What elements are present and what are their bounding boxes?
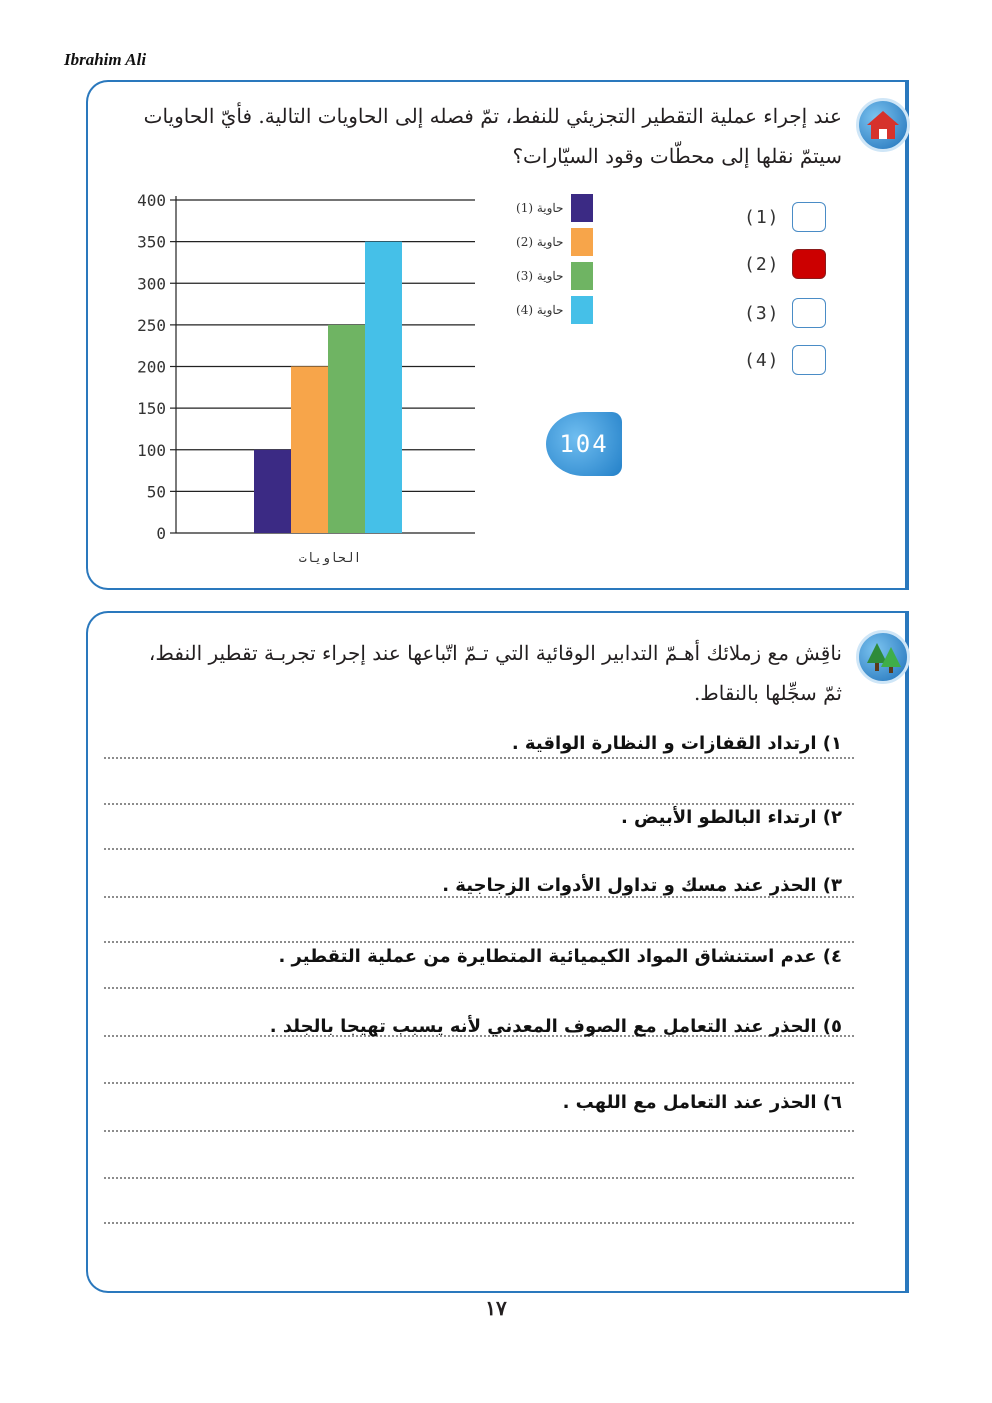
answer-line [104, 896, 854, 898]
option-1-checkbox[interactable] [792, 202, 826, 232]
y-tick-label: 300 [137, 274, 166, 294]
answer-1: ١) ارتداد القفازات و النظارة الواقية . [511, 733, 842, 754]
panel-accent [905, 82, 909, 588]
legend-swatch-2 [571, 228, 593, 256]
bar-4 [365, 242, 402, 533]
bar-3 [328, 325, 365, 533]
option-4-checkbox[interactable] [792, 345, 826, 375]
x-axis-label: الحاويات [298, 551, 362, 566]
option-3-label: (3) [744, 302, 780, 324]
option-2-checkbox[interactable] [792, 249, 826, 279]
question-1-text [102, 96, 842, 176]
answer-5: ٥) الحذر عند التعامل مع الصوف المعدني لأنه يسبب تهيجا بالجلد . [269, 1016, 842, 1037]
answer-3: ٣) الحذر عند مسك و تداول الأدوات الزجاجية . [442, 875, 842, 896]
answer-line [104, 1082, 854, 1084]
answer-2: ٢) ارتداء البالطو الأبيض . [620, 807, 842, 828]
page-number: ١٧ [485, 1296, 507, 1320]
question-2-line-2: ثمّ سجِّلها بالنقاط. [693, 681, 842, 705]
page-badge [546, 412, 622, 476]
page-badge-text: 104 [559, 430, 609, 458]
bar-1 [254, 450, 291, 533]
option-2[interactable] [744, 249, 826, 279]
question-2-text [102, 633, 842, 713]
bar-2 [291, 367, 328, 534]
author-name: Ibrahim Ali [64, 50, 147, 69]
y-tick-label: 50 [146, 482, 166, 502]
y-tick-label: 400 [137, 191, 166, 210]
legend-swatch-1 [571, 194, 593, 222]
option-1[interactable] [744, 202, 826, 232]
legend-label-1: حاوية (1) [516, 201, 564, 215]
legend-item-1 [516, 194, 593, 222]
home-icon [856, 98, 910, 152]
bar-chart [110, 188, 490, 578]
answer-line [104, 987, 854, 989]
y-tick-label: 0 [156, 524, 166, 543]
legend-item-4 [516, 296, 593, 324]
answer-line [104, 941, 854, 943]
answer-line [104, 1177, 854, 1179]
question-2-line-1: ناقِش مع زملائك أهـمّ التدابير الوقائية التي تـمّ اتّباعها عند إجراء تجربـة تقطير النفط، [148, 641, 842, 665]
answer-line [104, 1222, 854, 1224]
option-2-label: (2) [744, 253, 780, 275]
answer-4: ٤) عدم استنشاق المواد الكيميائية المتطايرة من عملية التقطير . [278, 946, 842, 967]
legend-swatch-3 [571, 262, 593, 290]
option-4-label: (4) [744, 349, 780, 371]
question-1-line-1: عند إجراء عملية التقطير التجزيئي للنفط، تمّ فصله إلى الحاويات التالية. فأيّ الحاويات [143, 104, 842, 128]
answer-line [104, 803, 854, 805]
y-tick-label: 200 [137, 357, 166, 377]
y-tick-label: 100 [137, 440, 166, 460]
option-3-checkbox[interactable] [792, 298, 826, 328]
answer-6: ٦) الحذر عند التعامل مع اللهب . [562, 1092, 842, 1113]
panel-accent [905, 613, 909, 1291]
legend-label-3: حاوية (3) [516, 269, 564, 283]
trees-icon [856, 630, 910, 684]
answer-line [104, 1130, 854, 1132]
answer-line [104, 848, 854, 850]
question-1-line-2: سيتمّ نقلها إلى محطّات وقود السيّارات؟ [512, 144, 842, 168]
y-tick-label: 150 [137, 399, 166, 419]
legend-item-2 [516, 228, 593, 256]
legend-label-4: حاوية (4) [516, 303, 564, 317]
y-tick-label: 350 [137, 232, 166, 252]
option-1-label: (1) [744, 206, 780, 228]
legend-label-2: حاوية (2) [516, 235, 564, 249]
option-4[interactable] [744, 345, 826, 375]
option-3[interactable] [744, 298, 826, 328]
answer-line [104, 757, 854, 759]
legend-swatch-4 [571, 296, 593, 324]
y-tick-label: 250 [137, 315, 166, 335]
legend-item-3 [516, 262, 593, 290]
